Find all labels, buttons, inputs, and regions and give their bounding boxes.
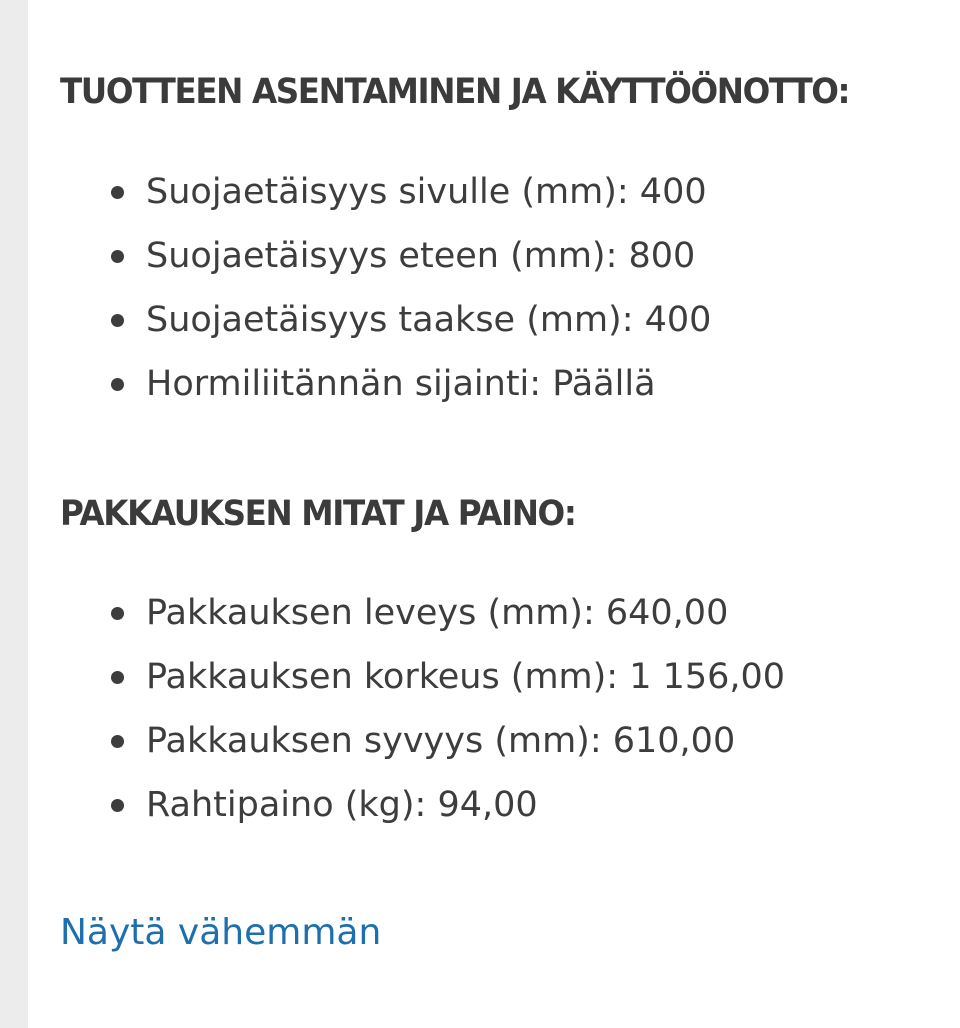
- package-spec-list: [60, 585, 785, 841]
- list-item: Pakkauksen korkeus (mm): 1 156,00: [60, 649, 785, 713]
- section-heading-package: PAKKAUKSEN MITAT JA PAINO:: [60, 494, 576, 534]
- section-heading-installation: TUOTTEEN ASENTAMINEN JA KÄYTTÖÖNOTTO:: [60, 72, 850, 112]
- list-item: Suojaetäisyys eteen (mm): 800: [60, 228, 711, 292]
- show-less-link[interactable]: Näytä vähemmän: [60, 912, 382, 953]
- installation-spec-list: [60, 164, 711, 420]
- list-item: Suojaetäisyys taakse (mm): 400: [60, 292, 711, 356]
- list-item: Pakkauksen leveys (mm): 640,00: [60, 585, 785, 649]
- list-item: Rahtipaino (kg): 94,00: [60, 777, 785, 841]
- list-item: Suojaetäisyys sivulle (mm): 400: [60, 164, 711, 228]
- list-item: Pakkauksen syvyys (mm): 610,00: [60, 713, 785, 777]
- list-item: Hormiliitännän sijainti: Päällä: [60, 356, 711, 420]
- left-rail: [0, 0, 28, 1028]
